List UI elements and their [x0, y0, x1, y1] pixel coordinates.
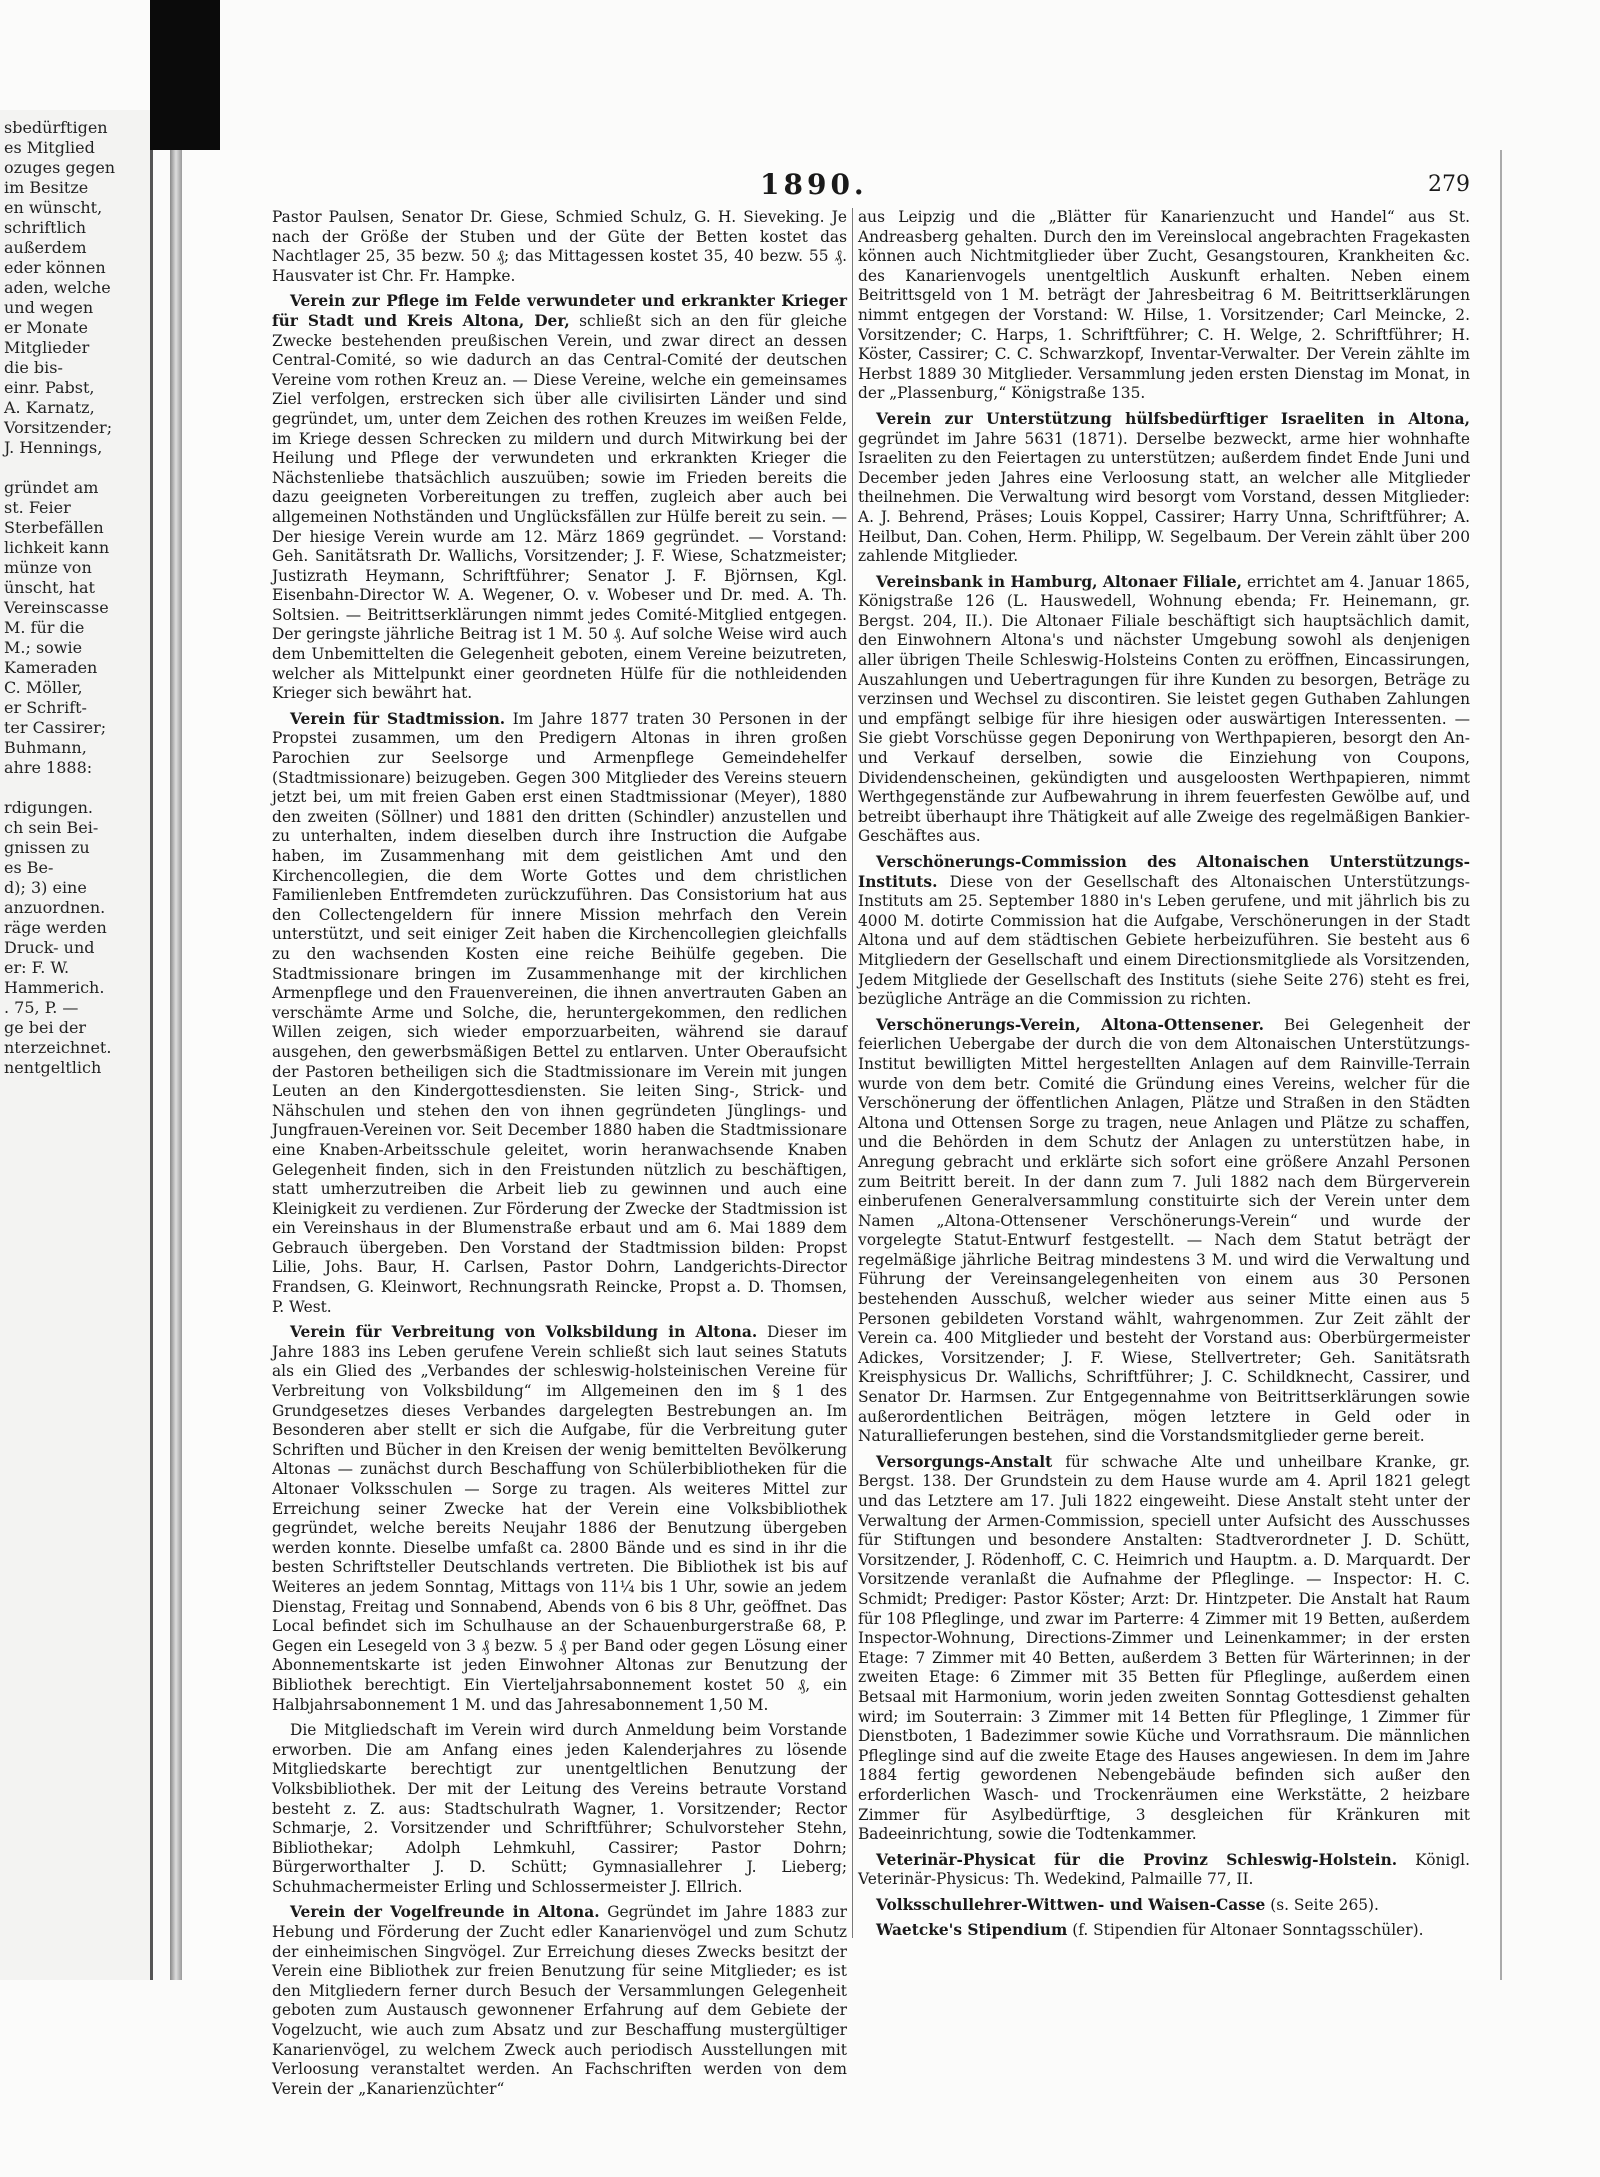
previous-page-line: A. Karnatz, [4, 398, 95, 417]
entry-text: (s. Seite 265). [1270, 1895, 1379, 1914]
page-year: 1890. [760, 168, 868, 201]
previous-page-line: es Mitglied [4, 138, 95, 157]
previous-page-line: es Be- [4, 858, 54, 877]
entry-text: Bei Gelegenheit der feierlichen Uebergabe der durch die von dem Altonaischen Unterstützungs-Institut bewilligten Mittel hergestellten Anlagen auf dem Rainville-Terrain wurde von dem betr. Comité die Gründung eines Vereins, welcher für die Verschönerung der öffentlichen Anlagen, Plätze und Straßen in den Städten Altona und Ottensen Sorge zu tragen, neue Anlagen und Plätze zu schaffen, und die Behörden in dem Schutz der Anlagen zu unterstützen habe, in Anregung gebracht und erklärte sich sofort eine größere Anzahl Personen zum Beitritt bereit. In der dann zum 7. Juli 1882 nach dem Bürgerverein einberufenen Generalversammlung constituirte sich der Verein unter dem Namen „Altona-Ottensener Verschönerungs-Verein“ und wurde der vorgelegte Statut-Entwurf festgestellt. — Nach dem Statut beträgt der regelmäßige jährliche Beitrag mindestens 3 M. und wird die Verwaltung und Führung der Vereinsangelegenheiten von einem aus 30 Personen bestehenden Ausschuß, welcher wieder aus seiner Mitte einen aus 5 Personen gebildeten Vorstand wählt, wahrgenommen. Zur Zeit zählt der Verein ca. 400 Mitglieder und besteht der Vorstand aus: Oberbürgermeister Adickes, Vorsitzender; J. F. Wiese, Stellvertreter; Geh. Sanitätsrath Kreisphysicus Dr. Wallichs, Schriftführer; J. C. Schildknecht, Cassirer, und Senator Dr. Harmsen. Zur Entgegennahme von Beitrittserklärungen sowie außerordentlichen Beiträgen, mögen letztere in Geld oder in Naturallieferungen bestehen, sind die Vorstandsmitglieder gerne bereit. [858, 1015, 1470, 1446]
previous-page-line: räge werden [4, 918, 107, 937]
column-divider [852, 208, 853, 1938]
previous-page-line: ch sein Bei- [4, 818, 99, 837]
previous-page-line: schriftlich [4, 218, 87, 237]
left-column [272, 208, 847, 2105]
entry-text: Gegründet im Jahre 1883 zur Hebung und Förderung der Zucht edler Kanarienvögel und zum Schutz der einheimischen Singvögel. Zur Erreichung dieses Zwecks besitzt der Verein eine Bibliothek zur freien Benutzung für seine Mitglieder; es ist den Mitgliedern ferner durch Besuch der Versammlungen Gelegenheit geboten zum Austausch gewonnener Erfahrung auf dem Gebiete der Vogelzucht, wie auch zum Absatz und zur Beschaffung mustergültiger Kanarienvögel, zu welchem Zweck auch periodisch Ausstellungen mit Verloosung veranstaltet werden. An Fachschriften werden von dem Verein der „Kanarienzüchter“ [272, 1903, 847, 2098]
entry-text: Die Mitgliedschaft im Verein wird durch Anmeldung beim Vorstande erworben. Die am Anfang eines jeden Kalenderjahres zu lösende Mitgliedskarte berechtigt zur unentgeltlichen Benutzung der Volksbibliothek. Der mit der Leitung des Vereins betraute Vorstand besteht z. Z. aus: Stadtschulrath Wagner, 1. Vorsitzender; Rector Schmarje, 2. Vorsitzender und Schriftführer; Schulvorsteher Stehn, Bibliothekar; Adolph Lehmkuhl, Cassirer; Pastor Dohrn; Bürgerworthalter J. D. Schütt; Gymnasiallehrer J. Lieberg; Schuhmachermeister Erling und Schlossermeister J. Ellrich. [272, 1721, 847, 1896]
entry-paragraph [858, 1896, 1470, 1916]
previous-page-line: ge bei der [4, 1018, 87, 1037]
entry-title: Verein zur Unterstützung hülfsbedürftiger Israeliten in Altona, [876, 409, 1470, 428]
entry-text: gegründet im Jahre 5631 (1871). Derselbe bezweckt, arme hier wohnhafte Israeliten zu den Feiertagen zu unterstützen; außerdem findet Ende Juni und December jeden Jahres eine Verloosung statt, an welcher alle Mitglieder theilnehmen. Die Verwaltung wird besorgt vom Vorstand, dessen Mitglieder: A. J. Behrend, Präses; Louis Koppel, Cassirer; Harry Unna, Schriftführer; A. Heilbut, Dan. Cohen, Herm. Philipp, W. Segelbaum. Der Verein zählt über 200 zahlende Mitglieder. [858, 429, 1470, 566]
previous-page-line: gründet am [4, 478, 99, 497]
previous-page-line: sbedürftigen [4, 118, 108, 137]
previous-page-line: ozuges gegen [4, 158, 116, 177]
entry-paragraph [858, 1453, 1470, 1845]
previous-page-line: d); 3) eine [4, 878, 87, 897]
entry-text: Im Jahre 1877 traten 30 Personen in der Propstei zusammen, um den Predigern Altonas in ihren großen Parochien zur Seelsorge und Armenpflege Gemeindehelfer (Stadtmissionare) beizugeben. Gegen 300 Mitglieder des Vereins steuern jetzt bei, um mit freien Gaben erst einen Stadtmissionar (Meyer), 1880 den zweiten (Söllner) und 1881 den dritten (Schindler) anzustellen und zu unterhalten, indem dieselben durch ihre Instruction die Aufgabe haben, im Zusammenhang mit dem geistlichen Amt und den Kirchencollegien, die dem Worte Gottes und dem christlichen Familienleben Entfremdeten zurückzuführen. Das Consistorium hat aus den Collectengeldern für innere Mission mehrfach den Verein unterstützt, und seit einiger Zeit haben die Kirchencollegien gleichfalls zu den wachsenden Kosten eine reiche Beihülfe gegeben. Die Stadtmissionare bringen im Zusammenhange mit der kirchlichen Armenpflege und den Frauenvereinen, die ihnen anvertrauten Gaben an verschämte Arme und Solche, die, heruntergekommen, den redlichen Willen zeigen, sich wieder emporzuarbeiten, während sie darauf ausgehen, den gewerbsmäßigen Bettel zu entlarven. Unter Oberaufsicht der Pastoren betheiligen sich die Stadtmissionare im Verein mit jungen Leuten an den Kindergottesdiensten. Sie leiten Sing-, Strick- und Nähschulen und stehen den von ihnen gegründeten Jünglings- und Jungfrauen-Vereinen vor. Seit December 1880 haben die Stadtmissionare eine Knaben-Arbeitsschule geleitet, worin heranwachsende Knaben Gelegenheit finden, sich in den Freistunden nützlich zu beschäftigen, statt umherzutreiben die Arbeit lieb zu gewinnen und auch eine Kleinigkeit zu verdienen. Zur Förderung der Zwecke der Stadtmission ist ein Vereinshaus in der Blumenstraße erbaut und am 6. Mai 1889 dem Gebrauch übergeben. Den Vorstand der Stadtmission bilden: Propst Lilie, Johs. Baur, H. Carlsen, Pastor Dohrn, Landgerichts-Director Frandsen, G. Kleinwort, Rechnungsrath Reincke, Propst a. D. Thomsen, P. West. [272, 709, 847, 1316]
entry-text: schließt sich an den für gleiche Zwecke bestehenden preußischen Verein, und zwar direct an dessen Central-Comité, so wie dadurch an das Central-Comité der deutschen Vereine vom rothen Kreuz an. — Diese Vereine, welche ein gemeinsames Ziel verfolgen, erstrecken sich über alle civilisirten Länder und sind gegründet, um, unter dem Zeichen des rothen Kreuzes im weißen Felde, im Kriege dessen Schrecken zu mildern und durch Mitwirkung bei der Heilung und Pflege der verwundeten und erkrankten Krieger die Nächstenliebe thatsächlich auszuüben; sowie im Frieden bereits die dazu geeigneten Vorbereitungen zu treffen, zugleich aber auch bei allgemeinen Nothständen und Unglücksfällen zur Hülfe bereit zu sein. — Der hiesige Verein wurde am 12. März 1869 gegründet. — Vorstand: Geh. Sanitätsrath Dr. Wallichs, Vorsitzender; J. F. Wiese, Schatzmeister; Justizrath Heymann, Schriftführer; Senator J. F. Björnsen, Kgl. Eisenbahn-Director W. A. Wegener, O. v. Wobeser und Dr. med. A. Th. Soltsien. — Beitrittserklärungen nimmt jedes Comité-Mitglied entgegen. Der geringste jährliche Beitrag ist 1 M. 50 ₰. Auf solche Weise wird auch dem Unbemittelten die Gelegenheit geboten, einem Vereine beizutreten, welcher als Mittelpunkt einer geordneten Hülfe für die nothleidenden Krieger sich bewährt hat. [272, 311, 847, 703]
previous-page-line: Sterbefällen [4, 518, 104, 537]
previous-page-line: gnissen zu [4, 838, 90, 857]
entry-paragraph [858, 1851, 1470, 1890]
previous-page-line: er Monate [4, 318, 88, 337]
binding-shadow [150, 0, 220, 150]
previous-page-line: Hammerich. [4, 978, 105, 997]
previous-page-line: im Besitze [4, 178, 89, 197]
entry-text: für schwache Alte und unheilbare Kranke, gr. Bergst. 138. Der Grundstein zu dem Hause wurde am 4. April 1821 gelegt und das Letztere am 17. Juli 1822 eingeweiht. Diese Anstalt steht unter der Verwaltung der Armen-Commission, speciell unter Aufsicht des Ausschusses für Stiftungen und besondere Anstalten: Stadtverordneter J. D. Schütt, Vorsitzender, J. Rödenhoff, C. C. Heimrich und Hauptm. a. D. Marquardt. Der Vorsitzende veranlaßt die Aufnahme der Pfleglinge. — Inspector: H. C. Schmidt; Prediger: Pastor Köster; Arzt: Dr. Hintzpeter. Die Anstalt hat Raum für 108 Pfleglinge, und zwar im Parterre: 4 Zimmer mit 19 Betten, außerdem Inspector-Wohnung, Directions-Zimmer und Leinenkammer; in der ersten Etage: 7 Zimmer mit 40 Betten, außerdem 3 Betten für Wärterinnen; in der zweiten Etage: 6 Zimmer mit 35 Betten für Pfleglinge, außerdem einen Betsaal mit Harmonium, worin jeden zweiten Sonntag Gottesdienst gehalten wird; im Souterrain: 3 Zimmer mit 14 Betten für Pfleglinge, 1 Zimmer für Dienstboten, 1 Badezimmer sowie Küche und Vorrathsraum. Die männlichen Pfleglinge sind auf die zweite Etage des Hauses angewiesen. In dem im Jahre 1884 fertig gewordenen Nebengebäude befinden sich außer den erforderlichen Wasch- und Trockenräumen eine Werkstätte, 2 heizbare Zimmer für Asylbedürftige, 3 desgleichen für Kränkuren mit Badeeinrichtung, sowie die Todtenkammer. [858, 1452, 1470, 1844]
previous-page-line: und wegen [4, 298, 94, 317]
previous-page-line: die bis- [4, 358, 63, 377]
previous-page-edge [0, 110, 153, 1980]
previous-page-line: lichkeit kann [4, 538, 110, 557]
entry-paragraph [858, 573, 1470, 847]
entry-paragraph [272, 1721, 847, 1897]
previous-page-line: er: F. W. [4, 958, 70, 977]
entry-paragraph [858, 410, 1470, 567]
previous-page-line: nentgeltlich [4, 1058, 102, 1077]
page-gutter [170, 150, 182, 1980]
entry-paragraph [858, 208, 1470, 404]
entry-title: Vereinsbank in Hamburg, Altonaer Filiale, [876, 572, 1243, 591]
entry-title: Verschönerungs-Verein, Altona-Ottensener. [876, 1015, 1264, 1034]
entry-paragraph [272, 1323, 847, 1715]
previous-page-line: Kameraden [4, 658, 98, 677]
previous-page-line: Druck- und [4, 938, 95, 957]
previous-page-line: einr. Pabst, [4, 378, 95, 397]
previous-page-line: M.; sowie [4, 638, 83, 657]
entry-text: Diese von der Gesellschaft des Altonaischen Unterstützungs-Instituts am 25. September 1880 in's Leben gerufene, und mit jährlich bis zu 4000 M. dotirte Commission hat die Aufgabe, Verschönerungen in der Stadt Altona und auf dem städtischen Gebiete herbeizuführen. Sie besteht aus 6 Mitgliedern der Gesellschaft und einem Directionsmitgliede als Vorsitzenden, Jedem Mitgliede der Gesellschaft des Instituts (siehe Seite 276) steht es frei, bezügliche Anträge an die Commission zu richten. [858, 872, 1470, 1009]
entry-title: Verschönerungs-Commission des Altonaischen Unterstützungs-Instituts. [858, 853, 1470, 891]
entry-title: Waetcke's Stipendium [876, 1921, 1068, 1940]
entry-text: aus Leipzig und die „Blätter für Kanarienzucht und Handel“ aus St. Andreasberg gehalten. Durch den im Vereinslocal angebrachten Fragekasten können auch Nichtmitglieder über Zucht, Gesangstouren, Krankheiten &c. des Kanarienvogels unentgeltlich Auskunft erhalten. Neben einem Beitrittsgeld von 1 M. beträgt der Jahresbeitrag 6 M. Beitrittserklärungen nimmt entgegen der Vorstand: W. Hilse, 1. Vorsitzender; Carl Meincke, 2. Vorsitzender; C. Harps, 1. Schriftführer; C. H. Welge, 2. Schriftführer; H. Köster, Cassirer; C. C. Schwarzkopf, Inventar-Verwalter. Der Verein zählte im Herbst 1889 30 Mitglieder. Versammlung jeden ersten Dienstag im Monat, in der „Plassenburg,“ Königstraße 135. [858, 208, 1470, 403]
previous-page-line: ahre 1888: [4, 758, 93, 777]
entry-paragraph [272, 208, 847, 286]
previous-page-line: aden, welche [4, 278, 111, 297]
previous-page-line: en wünscht, [4, 198, 103, 217]
previous-page-line: ter Cassirer; [4, 718, 107, 737]
entry-title: Veterinär-Physicat für die Provinz Schleswig-Holstein. [876, 1850, 1398, 1869]
entry-paragraph [272, 1903, 847, 2099]
entry-title: Versorgungs-Anstalt [876, 1452, 1053, 1471]
entry-text: Pastor Paulsen, Senator Dr. Giese, Schmied Schulz, G. H. Sieveking. Je nach der Größe der Stuben und der Güte der Betten kostet das Nachtlager 25, 35 bezw. 50 ₰; das Mittagessen kostet 35, 40 bezw. 55 ₰. Hausvater ist Chr. Fr. Hampke. [272, 208, 847, 285]
previous-page-line: eder können [4, 258, 106, 277]
previous-page-line: st. Feier [4, 498, 71, 517]
entry-paragraph [858, 853, 1470, 1010]
entry-title: Verein der Vogelfreunde in Altona. [290, 1903, 600, 1922]
previous-page-line: ünscht, hat [4, 578, 95, 597]
previous-page-line: nterzeichnet. [4, 1038, 112, 1057]
entry-text: Königl. Veterinär-Physicus: Th. Wedekind, Palmaille 77, II. [858, 1850, 1470, 1889]
document-page [190, 150, 1502, 2098]
entry-title: Verein für Verbreitung von Volksbildung in Altona. [290, 1323, 758, 1342]
entry-text: Dieser im Jahre 1883 ins Leben gerufene Verein schließt sich laut seines Statuts als ein Glied des „Verbandes der schleswig-holsteinischen Vereine für Verbreitung von Volksbildung“ im Allgemeinen den im § 1 des Grundgesetzes dieses Verbandes dargelegten Bestrebungen an. Im Besonderen aber stellt er sich die Aufgabe, für die Verbreitung guter Schriften und Bücher in den Kreisen der wenig bemittelten Bevölkerung Altonas — zunächst durch Beschaffung von Schülerbibliotheken für die Altonaer Volksschulen — Sorge zu tragen. Als weiteres Mittel zur Erreichung seiner Zwecke hat der Verein eine Volksbibliothek gegründet, welche bereits Neujahr 1886 der Benutzung übergeben werden konnte. Dieselbe umfaßt ca. 2800 Bände und es sind in ihr die besten Schriftsteller Deutschlands vertreten. Die Bibliothek ist bis auf Weiteres an jedem Sonntag, Mittags von 11¼ bis 1 Uhr, sowie an jedem Dienstag, Freitag und Sonnabend, Abends von 6 bis 8 Uhr, geöffnet. Das Local befindet sich im Schulhause an der Schauenburgerstraße 68, P. Gegen ein Lesegeld von 3 ₰ bezw. 5 ₰ per Band oder gegen Lösung einer Abonnementskarte ist jeden Einwohner Altonas zur Benutzung der Bibliothek berechtigt. Ein Vierteljahrsabonnement kostet 50 ₰, ein Halbjahrsabonnement 1 M. und das Jahresabonnement 1,50 M. [272, 1323, 847, 1714]
entry-title: Volksschullehrer-Wittwen- und Waisen-Casse [876, 1895, 1266, 1914]
previous-page-line: außerdem [4, 238, 87, 257]
previous-page-line: münze von [4, 558, 92, 577]
previous-page-line: anzuordnen. [4, 898, 106, 917]
entry-title: Verein für Stadtmission. [290, 709, 506, 728]
previous-page-line: Vereinscasse [4, 598, 109, 617]
previous-page-line: Buhmann, [4, 738, 87, 757]
entry-text: errichtet am 4. Januar 1865, Königstraße 126 (L. Hauswedell, Wohnung ebenda; Fr. Heinemann, gr. Bergst. 204, II.). Die Altonaer Filiale beschäftigt sich hauptsächlich damit, den Einwohnern Altona's und nächster Umgebung sowohl als denjenigen aller übrigen Theile Schleswig-Holsteins Conten zu eröffnen, Eincassirungen, Auszahlungen und Uebertragungen für ihre Kunden zu besorgen, Beträge zu verzinsen und Wechsel zu discontiren. Sie leistet gegen Guthaben Zahlungen und empfängt selbige für ihre hiesigen oder auswärtigen Interessenten. — Sie giebt Vorschüsse gegen Deponirung von Werthpapieren, besorgt den An- und Verkauf derselben, sowie die Einziehung von Coupons, Dividendenscheinen, gekündigten und ausgeloosten Werthpapieren, nimmt Werthgegenstände zur Aufbewahrung in ihrem feuerfesten Gewölbe auf, und betreibt überhaupt ihre Thätigkeit auf alle Zweige des regelmäßigen Bankier-Geschäftes aus. [858, 572, 1470, 846]
right-column [858, 208, 1470, 1947]
page-header [190, 150, 1500, 200]
entry-paragraph [858, 1016, 1470, 1447]
previous-page-line: Mitglieder [4, 338, 90, 357]
previous-page-line: C. Möller, [4, 678, 83, 697]
previous-page-line: M. für die [4, 618, 85, 637]
entry-text: (f. Stipendien für Altonaer Sonntagsschüler). [1072, 1921, 1424, 1940]
entry-paragraph [272, 292, 847, 703]
entry-paragraph [272, 710, 847, 1317]
entry-paragraph [858, 1921, 1470, 1941]
previous-page-line: er Schrift- [4, 698, 87, 717]
page-number: 279 [1428, 172, 1470, 197]
previous-page-line: . 75, P. — [4, 998, 79, 1017]
previous-page-line: J. Hennings, [4, 438, 103, 457]
entry-title: Verein zur Pflege im Felde verwundeter und erkrankter Krieger für Stadt und Kreis Altona, Der, [272, 292, 847, 330]
previous-page-line: Vorsitzender; [4, 418, 113, 437]
previous-page-line: rdigungen. [4, 798, 93, 817]
